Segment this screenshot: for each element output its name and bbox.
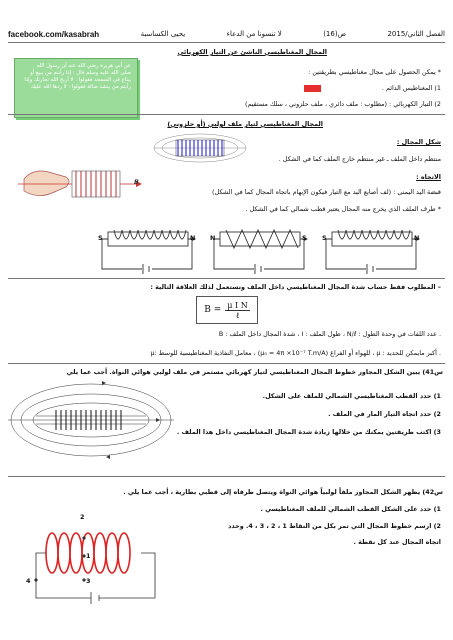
- point-label: 4: [26, 577, 31, 585]
- coils-row: [96, 226, 426, 276]
- divider: [8, 476, 445, 477]
- coil1-right-pole: N: [190, 234, 196, 242]
- coil3-right-pole: N: [414, 234, 420, 242]
- formula-lhs: B =: [204, 305, 222, 315]
- q42-item2: 2) ارسم خطوط المجال التي تمر بكل من النقاط 1 ، 2 ، 3 ، 4. وحدد: [228, 522, 441, 530]
- definition-2: μ: معامل النفاذية المغناطيسية للوسط ، (μ₀ = 4π ×10⁻⁷ T.m/A) للهواء أو الفراغ ، μ : أكبر مايمكن للحديد .: [150, 349, 441, 357]
- coil3-left-pole: S: [322, 234, 327, 242]
- hadith-line: يبتاع في المسجد فقولوا : لا أربح الله تجارتك وإذا: [24, 77, 131, 84]
- red-magnet-icon: [304, 85, 321, 92]
- q42-coil-figure: [22, 508, 172, 608]
- hadith-box: [14, 58, 138, 118]
- coil1-left-pole: S: [98, 234, 103, 242]
- divider: [8, 278, 445, 279]
- q41-item3: 3) اكتب طريقتين يمكنك من خلالها زيادة شدة المجال المغناطيسي داخل هذا الملف .: [176, 428, 441, 436]
- section1-question: * يمكن الحصول على مجال مغناطيسي بطريقتين :: [308, 68, 441, 76]
- direction-label: الاتجاه :: [416, 173, 441, 181]
- hand-icon: [24, 171, 69, 196]
- direction-desc: قبضة اليد اليمنى : (لف أصابع اليد مع التيار فيكون الإبهام باتجاه المجال كما في الشكل): [212, 188, 441, 196]
- coil2-right-pole: S: [302, 234, 307, 242]
- header-divider: [8, 42, 445, 43]
- section2-title: المجال المغناطيسي لتيار ملف لولبي (أو حلزوني): [167, 120, 323, 128]
- required-note: – المطلوب فقط حساب شدة المجال المغناطيسي داخل الملف ونستعمل لذلك العلاقة التالية :: [150, 283, 441, 291]
- q42-title: س42) يظهر الشكل المجاور ملفاً لولبياً هوائي النواة ويتصل طرفاه إلى قطبي بطارية ، أجب عما يلي .: [123, 488, 443, 496]
- right-hand-rule-figure: [14, 165, 144, 203]
- q42-item1: 1) حدد على الشكل القطب الشمالي للملف المغناطيسي .: [260, 505, 441, 513]
- header-page: ص(16): [323, 30, 347, 38]
- point-label: 2: [80, 513, 85, 521]
- formula-box: [196, 296, 258, 324]
- q41-item2: 2) حدد اتجاه التيار المار في الملف .: [328, 410, 441, 418]
- page-header: [8, 28, 445, 40]
- coils-drawing: [96, 226, 426, 276]
- section1-item1: [382, 84, 441, 92]
- header-semester: الفصل الثاني/2015: [387, 30, 445, 38]
- item1-text: 1) المغناطيس الدائم .: [381, 84, 441, 92]
- facebook-link[interactable]: facebook.com/kasabrah: [8, 29, 100, 39]
- formula-fraction: [225, 301, 249, 320]
- formula-numerator: μ I N: [227, 300, 248, 310]
- section1-item2: 2) التيار الكهربائي : (مطلوب : ملف دائري ، ملف حلزوني ، سلك مستقيم): [244, 100, 441, 108]
- point-label: 3: [86, 577, 91, 585]
- hadith-line: رأيتم من ينشد ضالة فقولوا : لا ردها الله عليك: [30, 84, 131, 91]
- coil2-left-pole: N: [210, 234, 216, 242]
- definition-1: B : شدة المجال داخل الملف ، I : طول الملف ، N/ℓ : عدد اللفات في وحدة الطول .: [218, 330, 441, 338]
- q41-title: س41) يبين الشكل المجاور خطوط المجال المغناطيسي لتيار كهربائي مستمر في ملف لولبي هوائي النواة. أجب عما يلي: [66, 368, 443, 376]
- q42-item3: اتجاه المجال عند كل نقطة .: [353, 538, 441, 546]
- header-dua: لا تنسونا من الدعاء: [226, 30, 282, 38]
- divider: [8, 363, 445, 364]
- header-author: يحيى الكساسبة: [140, 30, 186, 38]
- shape-label: شكل المجال :: [396, 138, 441, 146]
- point-label: 1: [86, 552, 91, 560]
- formula-denominator: ℓ: [235, 310, 240, 320]
- q41-item1: 1) حدد القطب المغناطيسي الشمالي للملف على الشكل.: [262, 392, 441, 400]
- section1-title: المجال المغناطيسي الناشئ عن التيار الكهربائي: [177, 48, 327, 56]
- shape-desc: منتظم داخل الملف ـ غير منتظم خارج الملف كما في الشكل .: [278, 155, 441, 163]
- hadith-line: عن أبي هريرة رضي الله عنه أن رسول الله: [36, 63, 131, 69]
- solenoid-field-figure: [150, 132, 250, 164]
- divider: [8, 114, 445, 115]
- hadith-line: صلى الله عليه وسلم قال : إذا رأيتم من يبيع أو: [30, 70, 131, 77]
- q41-field-lines-figure: [6, 380, 176, 460]
- B-label: B: [134, 178, 139, 186]
- pole-desc: * طرف الملف الذي يخرج منه المجال يعتبر قطب شمالي كما في الشكل .: [245, 205, 441, 213]
